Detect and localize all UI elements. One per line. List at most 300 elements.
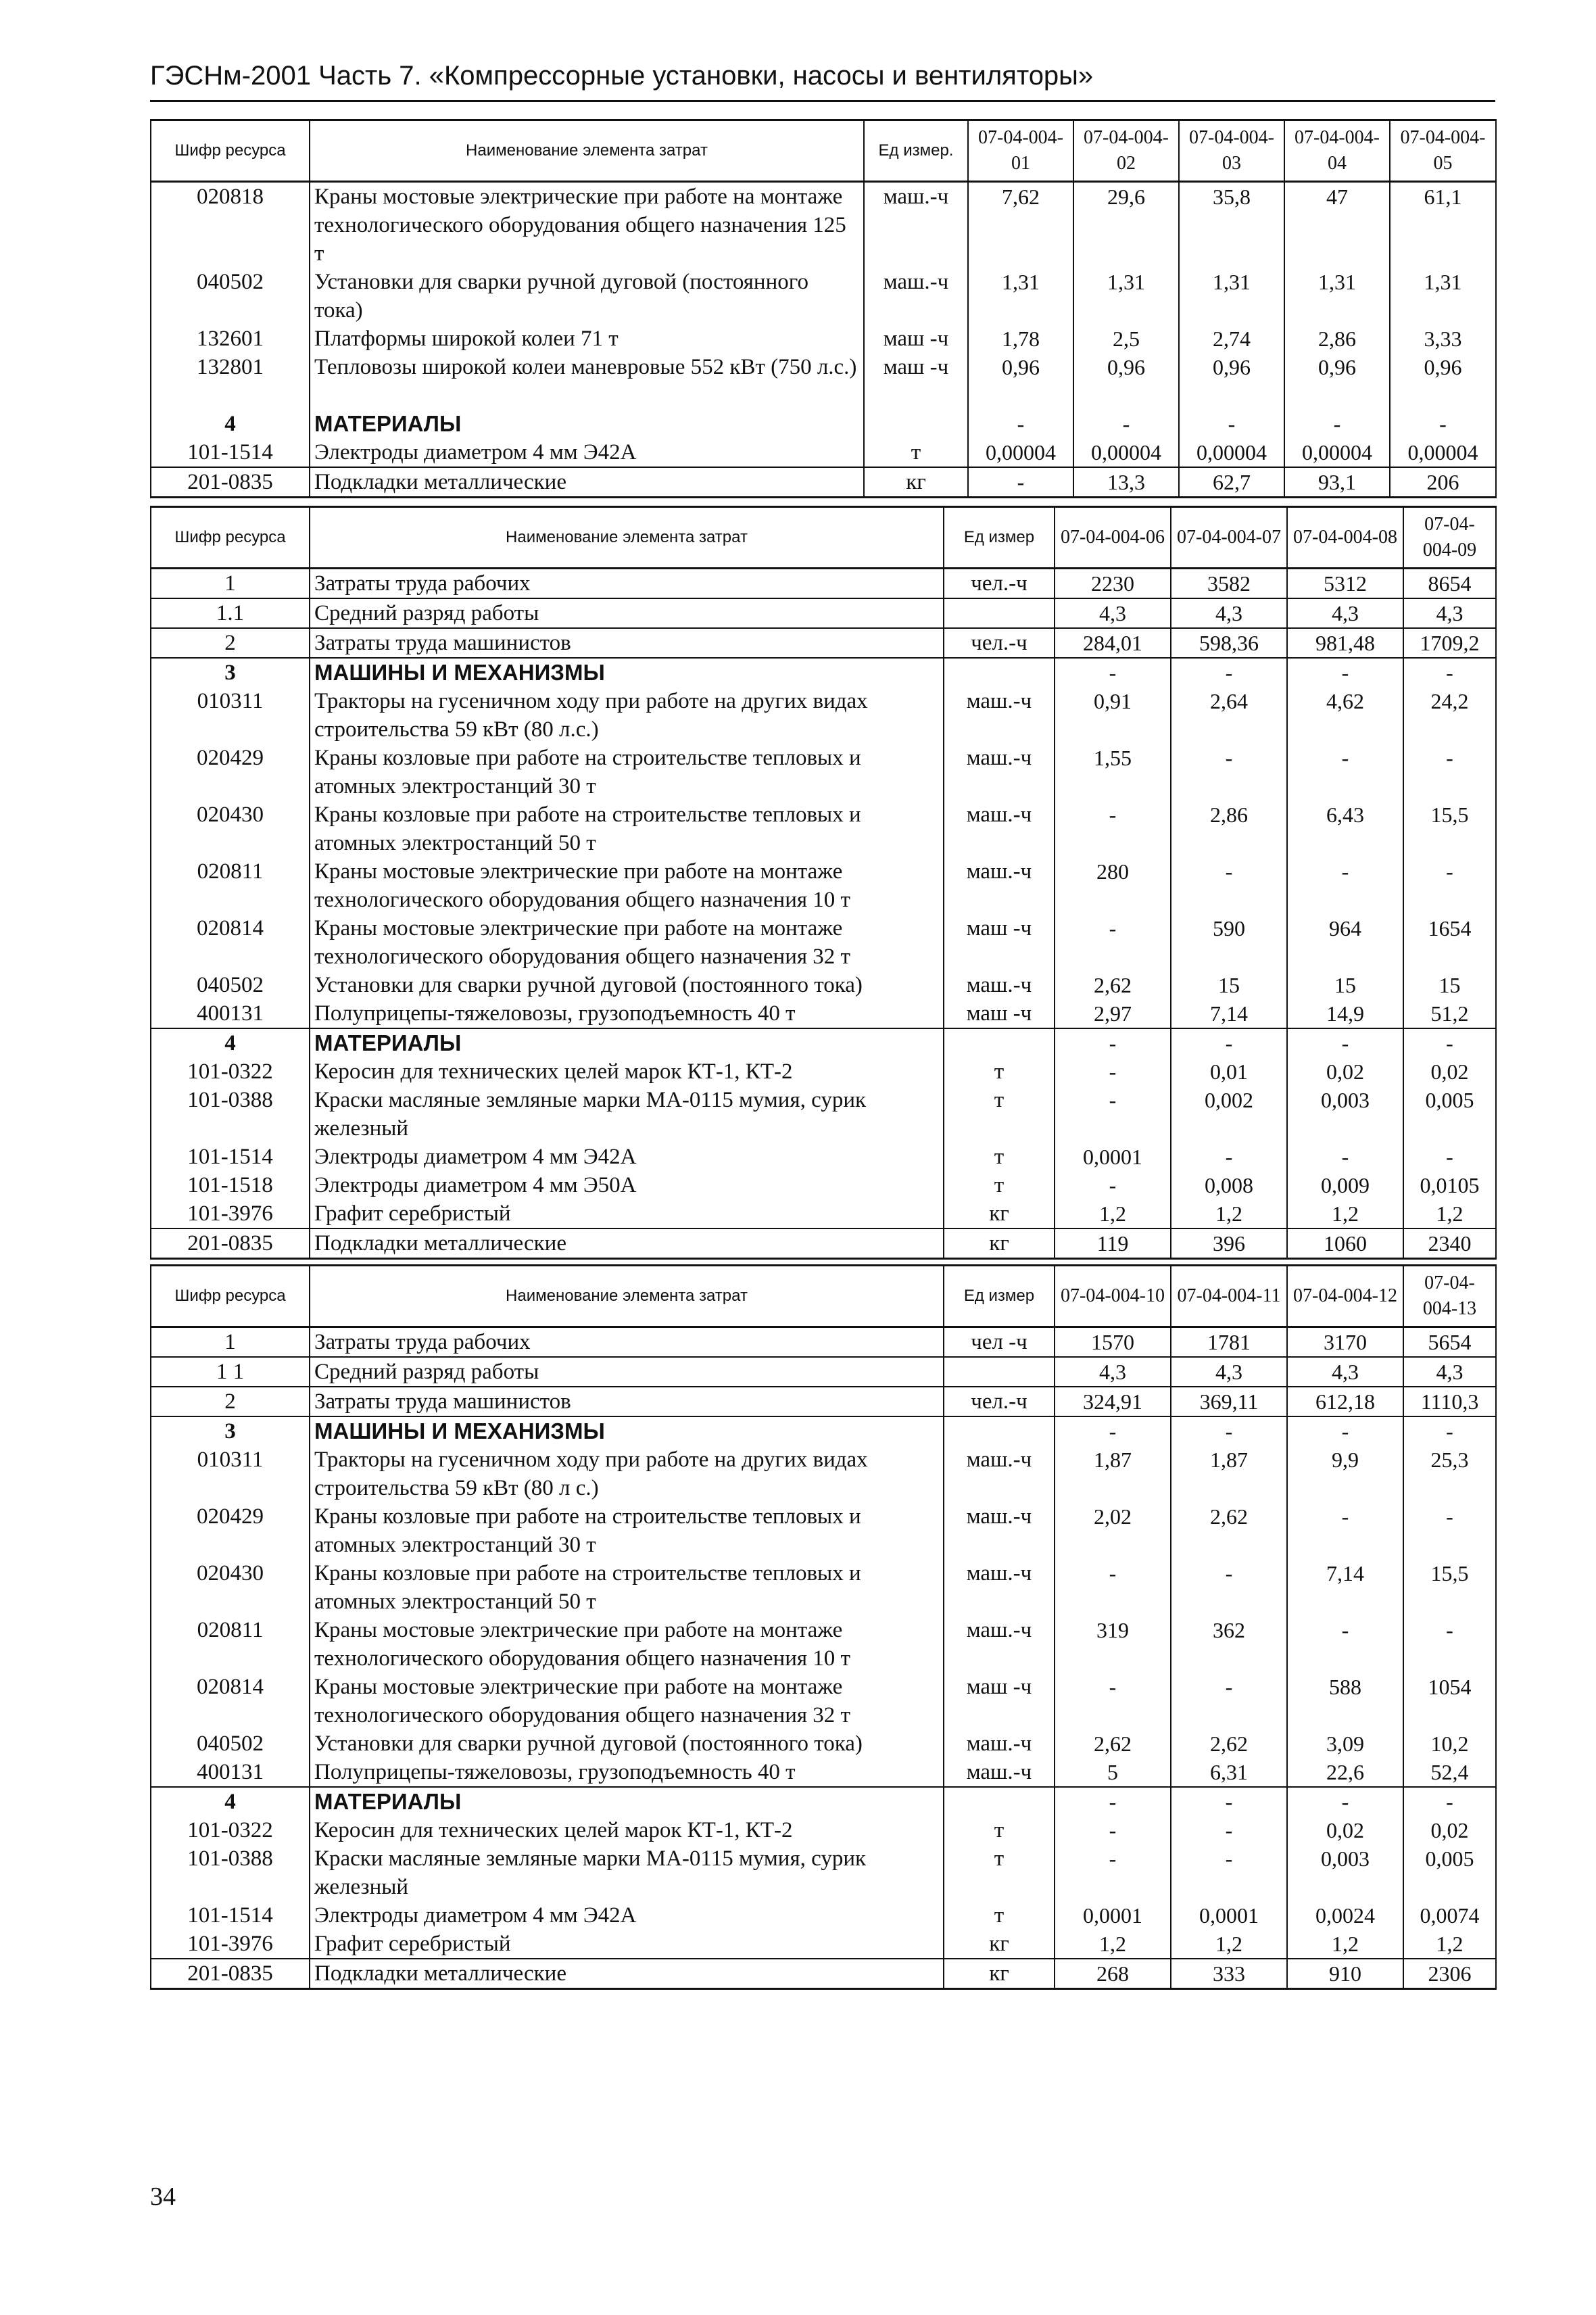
table-row	[151, 353, 1496, 410]
cell-value: 0,005	[1403, 1844, 1496, 1901]
cell-resource-code: 1 1	[151, 1357, 310, 1387]
cell-value: 2306	[1403, 1959, 1496, 1989]
table-row	[151, 1057, 1496, 1086]
cell-resource-code: 1.1	[151, 598, 310, 628]
header-norm-code: 07-04-004-11	[1171, 1266, 1287, 1327]
cell-value: 1709,2	[1403, 628, 1496, 658]
cell-value: 1570	[1055, 1327, 1171, 1358]
cell-value: 4,3	[1287, 1357, 1403, 1387]
cell-cost-name: Краны козловые при работе на строительстве тепловых и атомных электростанций 50 т	[310, 801, 944, 857]
cell-value: 4,3	[1171, 598, 1287, 628]
cell-resource-code: 010311	[151, 687, 310, 744]
section-row	[151, 1787, 1496, 1816]
cell-value: -	[1171, 1143, 1287, 1171]
table-header-row	[151, 120, 1496, 182]
cell-value: -	[1073, 410, 1179, 438]
cell-value: 5	[1055, 1758, 1171, 1787]
cell-value: 0,02	[1287, 1057, 1403, 1086]
cell-value: -	[1287, 1616, 1403, 1673]
cell-value: -	[1287, 1143, 1403, 1171]
cell-value: -	[1403, 1028, 1496, 1057]
cell-unit: маш.-ч	[864, 268, 968, 325]
cell-value: 0,02	[1287, 1816, 1403, 1844]
cell-unit: т	[944, 1171, 1055, 1199]
section-row	[151, 410, 1496, 438]
table-row	[151, 1930, 1496, 1959]
cell-value: -	[1171, 1559, 1287, 1616]
cell-cost-name: Краны козловые при работе на строительстве тепловых и атомных электростанций 30 т	[310, 1502, 944, 1559]
cell-value: 1,2	[1055, 1199, 1171, 1228]
cell-cost-name: МАТЕРИАЛЫ	[310, 1787, 944, 1816]
table-header-row	[151, 507, 1496, 569]
header-norm-code: 07-04-004-13	[1403, 1266, 1496, 1327]
cell-value: 0,003	[1287, 1086, 1403, 1143]
table-row	[151, 1559, 1496, 1616]
cell-value: 0,0024	[1287, 1901, 1403, 1930]
cell-value: -	[1171, 744, 1287, 801]
cell-cost-name: Краны козловые при работе на строительстве тепловых и атомных электростанций 50 т	[310, 1559, 944, 1616]
cell-unit	[944, 1787, 1055, 1816]
cell-value: 280	[1055, 857, 1171, 914]
cell-value: 35,8	[1179, 182, 1284, 268]
cell-cost-name: Графит серебристый	[310, 1930, 944, 1959]
cell-unit: маш.-ч	[944, 1446, 1055, 1502]
cell-value: 10,2	[1403, 1729, 1496, 1758]
cell-unit: т	[944, 1816, 1055, 1844]
header-norm-code: 07-04-004-01	[968, 120, 1073, 182]
header-code: Шифр ресурса	[151, 507, 310, 569]
cell-cost-name: Краски масляные земляные марки МА-0115 мумия, сурик железный	[310, 1086, 944, 1143]
cell-value: 3,09	[1287, 1729, 1403, 1758]
cell-unit: маш.-ч	[944, 1758, 1055, 1787]
cell-resource-code: 101-1518	[151, 1171, 310, 1199]
cell-cost-name: МАШИНЫ И МЕХАНИЗМЫ	[310, 658, 944, 687]
cell-value: 0,0001	[1055, 1143, 1171, 1171]
cell-value: -	[968, 467, 1073, 498]
cell-value: 319	[1055, 1616, 1171, 1673]
cell-resource-code: 020811	[151, 857, 310, 914]
cell-cost-name: Средний разряд работы	[310, 598, 944, 628]
cell-cost-name: Подкладки металлические	[310, 1959, 944, 1989]
cell-value: 4,62	[1287, 687, 1403, 744]
header-norm-code: 07-04-004-07	[1171, 507, 1287, 569]
cell-value: -	[1390, 410, 1496, 438]
cell-resource-code: 040502	[151, 1729, 310, 1758]
section-row	[151, 1028, 1496, 1057]
cell-value: 0,008	[1171, 1171, 1287, 1199]
cell-value: 1,31	[1179, 268, 1284, 325]
cell-value: 93,1	[1284, 467, 1390, 498]
cell-value: 598,36	[1171, 628, 1287, 658]
cell-value: 0,00004	[1073, 438, 1179, 467]
cell-value: 0,96	[1073, 353, 1179, 410]
cell-resource-code: 020814	[151, 914, 310, 971]
cell-cost-name: Полуприцепы-тяжеловозы, грузоподъемность 40 т	[310, 1758, 944, 1787]
cell-value: -	[1287, 1028, 1403, 1057]
cell-value: 0,02	[1403, 1057, 1496, 1086]
cell-unit: маш.-ч	[944, 1502, 1055, 1559]
header-unit: Ед измер.	[864, 120, 968, 182]
cell-resource-code: 400131	[151, 1758, 310, 1787]
cell-value: 1,31	[1390, 268, 1496, 325]
header-unit: Ед измер	[944, 507, 1055, 569]
cell-value: 2,64	[1171, 687, 1287, 744]
cell-value: 4,3	[1287, 598, 1403, 628]
header-rule	[150, 100, 1495, 102]
cell-value: 284,01	[1055, 628, 1171, 658]
cell-value: 324,91	[1055, 1387, 1171, 1416]
cell-value: 1,2	[1403, 1930, 1496, 1959]
table-row	[151, 1143, 1496, 1171]
header-norm-code: 07-04-004-02	[1073, 120, 1179, 182]
header-norm-code: 07-04-004-05	[1390, 120, 1496, 182]
table-row	[151, 598, 1496, 628]
cell-cost-name: Краски масляные земляные марки МА-0115 мумия, сурик железный	[310, 1844, 944, 1901]
table-row	[151, 857, 1496, 914]
table-row	[151, 687, 1496, 744]
header-code: Шифр ресурса	[151, 1266, 310, 1327]
resource-table-1	[150, 119, 1497, 498]
cell-value: 5312	[1287, 569, 1403, 599]
cell-value: -	[1171, 1416, 1287, 1446]
cell-cost-name: Тракторы на гусеничном ходу при работе на других видах строительства 59 кВт (80 л с.)	[310, 1446, 944, 1502]
cell-value: 0,00004	[1390, 438, 1496, 467]
cell-value: -	[1403, 744, 1496, 801]
cell-cost-name: Затраты труда рабочих	[310, 569, 944, 599]
cell-resource-code: 020429	[151, 1502, 310, 1559]
cell-cost-name: Установки для сварки ручной дуговой (постоянного тока)	[310, 268, 864, 325]
header-norm-code: 07-04-004-09	[1403, 507, 1496, 569]
cell-value: 0,002	[1171, 1086, 1287, 1143]
cell-resource-code: 2	[151, 1387, 310, 1416]
cell-value: 9,9	[1287, 1446, 1403, 1502]
cell-value: 1110,3	[1403, 1387, 1496, 1416]
cell-value: 333	[1171, 1959, 1287, 1989]
cell-value: 0,96	[1179, 353, 1284, 410]
cell-value: 206	[1390, 467, 1496, 498]
cell-value: -	[1171, 857, 1287, 914]
cell-value: 22,6	[1287, 1758, 1403, 1787]
cell-value: -	[1403, 1502, 1496, 1559]
cell-value: -	[1403, 1616, 1496, 1673]
cell-value: -	[1055, 801, 1171, 857]
cell-cost-name: Краны мостовые электрические при работе на монтаже технологического оборудования общего назначения 10 т	[310, 1616, 944, 1673]
cell-unit: маш -ч	[864, 353, 968, 410]
cell-resource-code: 101-1514	[151, 438, 310, 467]
cell-resource-code: 101-0388	[151, 1844, 310, 1901]
table-row	[151, 1199, 1496, 1228]
cell-unit	[944, 598, 1055, 628]
cell-resource-code: 132801	[151, 353, 310, 410]
cell-cost-name: Установки для сварки ручной дуговой (постоянного тока)	[310, 971, 944, 999]
cell-value: 964	[1287, 914, 1403, 971]
cell-resource-code: 201-0835	[151, 1959, 310, 1989]
table-row	[151, 1901, 1496, 1930]
cell-unit: чел.-ч	[944, 569, 1055, 599]
cell-value: -	[1055, 1057, 1171, 1086]
cell-value: -	[1287, 744, 1403, 801]
cell-cost-name: МАТЕРИАЛЫ	[310, 410, 864, 438]
cell-value: 0,009	[1287, 1171, 1403, 1199]
header-norm-code: 07-04-004-10	[1055, 1266, 1171, 1327]
cell-value: 1,31	[1284, 268, 1390, 325]
cell-value: -	[1055, 658, 1171, 687]
cell-resource-code: 2	[151, 628, 310, 658]
cell-cost-name: Электроды диаметром 4 мм Э42А	[310, 438, 864, 467]
cell-value: -	[1055, 1171, 1171, 1199]
cell-value: 0,0074	[1403, 1901, 1496, 1930]
cell-cost-name: Краны мостовые электрические при работе на монтаже технологического оборудования общего назначения 32 т	[310, 1673, 944, 1729]
cell-unit: маш -ч	[944, 914, 1055, 971]
cell-cost-name: Электроды диаметром 4 мм Э50А	[310, 1171, 944, 1199]
cell-value: 14,9	[1287, 999, 1403, 1028]
cell-resource-code: 3	[151, 1416, 310, 1446]
cell-value: 1,2	[1055, 1930, 1171, 1959]
cell-value: 61,1	[1390, 182, 1496, 268]
cell-value: 2,5	[1073, 325, 1179, 353]
cell-value: 0,0001	[1055, 1901, 1171, 1930]
cell-resource-code: 201-0835	[151, 1228, 310, 1259]
table-row	[151, 1959, 1496, 1989]
cell-value: 2,97	[1055, 999, 1171, 1028]
header-name: Наименование элемента затрат	[310, 507, 944, 569]
cell-cost-name: Установки для сварки ручной дуговой (постоянного тока)	[310, 1729, 944, 1758]
cell-value: 2,62	[1055, 971, 1171, 999]
cell-unit: маш.-ч	[944, 1559, 1055, 1616]
cell-value: -	[1403, 1416, 1496, 1446]
cell-resource-code: 201-0835	[151, 467, 310, 498]
table-row	[151, 1228, 1496, 1259]
cell-unit	[944, 1357, 1055, 1387]
cell-resource-code: 020818	[151, 182, 310, 268]
cell-value: 612,18	[1287, 1387, 1403, 1416]
header-norm-code: 07-04-004-06	[1055, 507, 1171, 569]
page-header	[150, 61, 1495, 95]
cell-value: 396	[1171, 1228, 1287, 1259]
cell-value: 25,3	[1403, 1446, 1496, 1502]
cell-value: -	[1179, 410, 1284, 438]
header-norm-code: 07-04-004-12	[1287, 1266, 1403, 1327]
cell-value: 1,31	[1073, 268, 1179, 325]
cell-resource-code: 101-1514	[151, 1901, 310, 1930]
table-row	[151, 1758, 1496, 1787]
header-name: Наименование элемента затрат	[310, 120, 864, 182]
cell-value: 8654	[1403, 569, 1496, 599]
section-row	[151, 1416, 1496, 1446]
cell-value: 1,2	[1171, 1930, 1287, 1959]
table-row	[151, 1446, 1496, 1502]
cell-value: 2230	[1055, 569, 1171, 599]
table-row	[151, 467, 1496, 498]
cell-value: 2,86	[1284, 325, 1390, 353]
table-row	[151, 1171, 1496, 1199]
cell-unit: маш.-ч	[944, 1616, 1055, 1673]
section-row	[151, 658, 1496, 687]
cell-value: 0,00004	[1179, 438, 1284, 467]
cell-cost-name: Краны мостовые электрические при работе на монтаже технологического оборудования общего назначения 32 т	[310, 914, 944, 971]
cell-value: 2,74	[1179, 325, 1284, 353]
resource-table-2	[150, 506, 1497, 1260]
cell-value: 0,91	[1055, 687, 1171, 744]
cell-value: 1,2	[1171, 1199, 1287, 1228]
cell-resource-code: 101-3976	[151, 1199, 310, 1228]
cell-unit: т	[944, 1844, 1055, 1901]
cell-value: 3582	[1171, 569, 1287, 599]
table-header-row	[151, 1266, 1496, 1327]
cell-unit: т	[944, 1901, 1055, 1930]
table-row	[151, 182, 1496, 268]
cell-value: 15	[1403, 971, 1496, 999]
cell-resource-code: 400131	[151, 999, 310, 1028]
cell-resource-code: 4	[151, 410, 310, 438]
cell-value: 1654	[1403, 914, 1496, 971]
resource-table-3	[150, 1264, 1497, 1990]
header-norm-code: 07-04-004-04	[1284, 120, 1390, 182]
cell-value: 4,3	[1055, 598, 1171, 628]
cell-unit: маш -ч	[944, 1673, 1055, 1729]
cell-value: -	[1171, 1816, 1287, 1844]
cell-value: 910	[1287, 1959, 1403, 1989]
cell-value: 24,2	[1403, 687, 1496, 744]
cell-unit	[944, 1028, 1055, 1057]
cell-resource-code: 101-0322	[151, 1057, 310, 1086]
cell-resource-code: 020811	[151, 1616, 310, 1673]
cell-value: 6,43	[1287, 801, 1403, 857]
cell-cost-name: Керосин для технических целей марок КТ-1, КТ-2	[310, 1816, 944, 1844]
cell-unit	[944, 658, 1055, 687]
table-row	[151, 325, 1496, 353]
cell-value: 15,5	[1403, 1559, 1496, 1616]
cell-value: -	[1171, 1028, 1287, 1057]
cell-resource-code: 020429	[151, 744, 310, 801]
table-row	[151, 1729, 1496, 1758]
cell-value: 15	[1171, 971, 1287, 999]
cell-resource-code: 040502	[151, 268, 310, 325]
cell-value: -	[1055, 914, 1171, 971]
table-row	[151, 628, 1496, 658]
cell-value: 268	[1055, 1959, 1171, 1989]
cell-value: 1,87	[1055, 1446, 1171, 1502]
cell-value: 0,96	[968, 353, 1073, 410]
cell-value: 590	[1171, 914, 1287, 971]
table-row	[151, 1502, 1496, 1559]
cell-value: 1,2	[1403, 1199, 1496, 1228]
table-row	[151, 1357, 1496, 1387]
cell-cost-name: Краны мостовые электрические при работе на монтаже технологического оборудования общего назначения 10 т	[310, 857, 944, 914]
table-row	[151, 744, 1496, 801]
cell-resource-code: 1	[151, 1327, 310, 1358]
cell-value: 0,00004	[1284, 438, 1390, 467]
cell-value: -	[1055, 1844, 1171, 1901]
table-row	[151, 1816, 1496, 1844]
cell-unit: кг	[944, 1930, 1055, 1959]
cell-value: -	[1287, 857, 1403, 914]
cell-value: 4,3	[1403, 1357, 1496, 1387]
cell-cost-name: Электроды диаметром 4 мм Э42А	[310, 1143, 944, 1171]
cell-value: -	[1055, 1559, 1171, 1616]
cell-value: -	[1403, 857, 1496, 914]
cell-value: 362	[1171, 1616, 1287, 1673]
cell-unit: т	[944, 1057, 1055, 1086]
cell-cost-name: Электроды диаметром 4 мм Э42А	[310, 1901, 944, 1930]
cell-value: 0,00004	[968, 438, 1073, 467]
cell-value: 4,3	[1171, 1357, 1287, 1387]
cell-resource-code: 3	[151, 658, 310, 687]
cell-value: 7,14	[1287, 1559, 1403, 1616]
cell-unit: маш.-ч	[864, 182, 968, 268]
cell-value: 119	[1055, 1228, 1171, 1259]
cell-resource-code: 020814	[151, 1673, 310, 1729]
cell-value: 1,55	[1055, 744, 1171, 801]
cell-value: -	[968, 410, 1073, 438]
cell-value: 15,5	[1403, 801, 1496, 857]
cell-value: 2,62	[1171, 1729, 1287, 1758]
cell-value: 2,02	[1055, 1502, 1171, 1559]
cell-unit	[944, 1416, 1055, 1446]
cell-value: 2,62	[1171, 1502, 1287, 1559]
cell-value: 4,3	[1403, 598, 1496, 628]
cell-value: 0,003	[1287, 1844, 1403, 1901]
table-row	[151, 971, 1496, 999]
cell-value: 13,3	[1073, 467, 1179, 498]
cell-cost-name: Керосин для технических целей марок КТ-1, КТ-2	[310, 1057, 944, 1086]
cell-value: 1781	[1171, 1327, 1287, 1358]
page-number: 34	[150, 2182, 176, 2211]
cell-unit: кг	[944, 1199, 1055, 1228]
cell-cost-name: Затраты труда рабочих	[310, 1327, 944, 1358]
cell-unit: маш.-ч	[944, 857, 1055, 914]
table-row	[151, 569, 1496, 599]
cell-resource-code: 101-3976	[151, 1930, 310, 1959]
cell-value: 7,62	[968, 182, 1073, 268]
table-row	[151, 1086, 1496, 1143]
cell-resource-code: 101-0322	[151, 1816, 310, 1844]
cell-resource-code: 020430	[151, 801, 310, 857]
table-row	[151, 1616, 1496, 1673]
cell-unit: кг	[944, 1228, 1055, 1259]
cell-value: -	[1055, 1028, 1171, 1057]
cell-cost-name: Средний разряд работы	[310, 1357, 944, 1387]
cell-resource-code: 1	[151, 569, 310, 599]
cell-value: -	[1287, 1416, 1403, 1446]
cell-value: 7,14	[1171, 999, 1287, 1028]
cell-unit: маш.-ч	[944, 801, 1055, 857]
table-row	[151, 1844, 1496, 1901]
cell-cost-name: Подкладки металлические	[310, 1228, 944, 1259]
cell-unit: чел.-ч	[944, 1387, 1055, 1416]
cell-value: -	[1171, 658, 1287, 687]
cell-value: 0,96	[1284, 353, 1390, 410]
cell-cost-name: Тепловозы широкой колеи маневровые 552 кВт (750 л.с.)	[310, 353, 864, 410]
page-title: ГЭСНм-2001 Часть 7. «Компрессорные установки, насосы и вентиляторы»	[150, 61, 1094, 91]
cell-unit: маш.-ч	[944, 687, 1055, 744]
cell-value: 5654	[1403, 1327, 1496, 1358]
cell-value: 52,4	[1403, 1758, 1496, 1787]
cell-unit: чел -ч	[944, 1327, 1055, 1358]
cell-unit: маш.-ч	[944, 1729, 1055, 1758]
cell-unit	[864, 410, 968, 438]
cell-value: 47	[1284, 182, 1390, 268]
cell-value: -	[1284, 410, 1390, 438]
cell-value: 1,2	[1287, 1199, 1403, 1228]
header-code: Шифр ресурса	[151, 120, 310, 182]
cell-value: 6,31	[1171, 1758, 1287, 1787]
cell-cost-name: Краны козловые при работе на строительстве тепловых и атомных электростанций 30 т	[310, 744, 944, 801]
table-row	[151, 999, 1496, 1028]
cell-value: 2340	[1403, 1228, 1496, 1259]
cell-unit: чел.-ч	[944, 628, 1055, 658]
cell-value: 1,31	[968, 268, 1073, 325]
